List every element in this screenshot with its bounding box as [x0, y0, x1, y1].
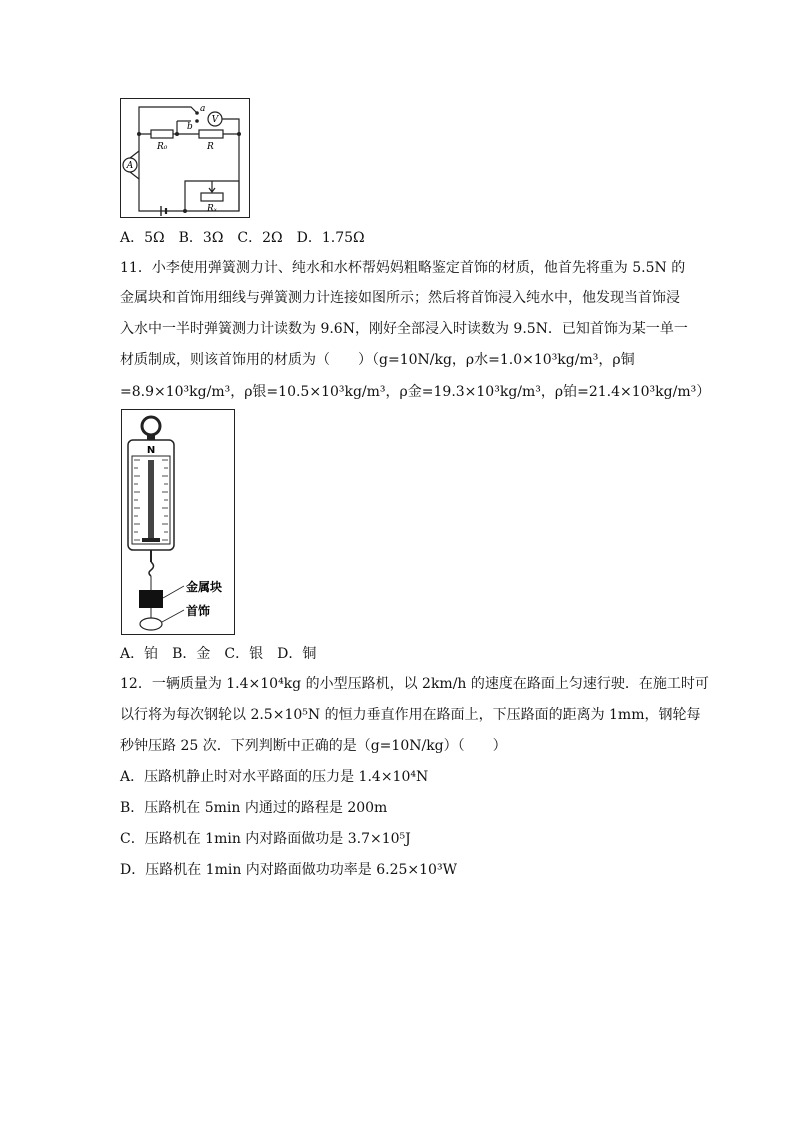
q11-line-4: 材质制成，则该首饰用的材质为（ ）（g=10N/kg，ρ水=1.0×10³kg/m³，ρ铜 [120, 352, 635, 368]
q12-option-d: D．压路机在 1min 内对路面做功功率是 6.25×10³W [120, 862, 457, 878]
q12-option-b: B．压路机在 5min 内通过的路程是 200m [120, 800, 388, 816]
voltmeter-label: V [211, 115, 219, 125]
metal-block-label: 金属块 [186, 580, 223, 594]
ammeter-label: A [126, 161, 134, 171]
switch-b-label: b [187, 122, 193, 132]
spring-scale-figure [121, 409, 235, 635]
ornament-shape [140, 618, 162, 630]
q12-line-3: 秒钟压路 25 次．下列判断中正确的是（g=10N/kg）（ ） [120, 738, 507, 754]
q11-line-1: 11．小李使用弹簧测力计、纯水和水杯帮妈妈粗略鉴定首饰的材质，他首先将重为 5.5N 的 [120, 260, 686, 276]
q11-line-3: 入水中一半时弹簧测力计读数为 9.6N，刚好全部浸入时读数为 9.5N．已知首饰为某一单一 [120, 321, 688, 337]
q12-line-2: 以行将为每次钢轮以 2.5×10⁵N 的恒力垂直作用在路面上，下压路面的距离为 1mm，钢轮每 [120, 707, 701, 723]
circuit-diagram [121, 99, 249, 217]
rx-label: Rₓ [207, 204, 217, 214]
scale-unit-label: N [146, 445, 156, 456]
r-label: R [207, 142, 214, 152]
scale-ring [142, 417, 160, 435]
r0-label: R₀ [157, 142, 168, 152]
ornament-label: 首饰 [186, 604, 211, 618]
metal-block [139, 590, 163, 608]
spring-column [148, 460, 154, 540]
spring-scale-diagram [122, 410, 234, 634]
q11-line-5: =8.9×10³kg/m³，ρ银=10.5×10³kg/m³，ρ金=19.3×10³kg/m³，ρ铂=21.4×10³kg/m³） [120, 384, 711, 400]
q12-option-a: A．压路机静止时对水平路面的压力是 1.4×10⁴N [120, 769, 429, 785]
q12-option-c: C．压路机在 1min 内对路面做功是 3.7×10⁵J [120, 831, 411, 847]
q12-line-1: 12．一辆质量为 1.4×10⁴kg 的小型压路机，以 2km/h 的速度在路面上匀速行驶．在施工时可 [120, 676, 709, 692]
q11-options: A．铂 B．金 C．银 D．铜 [120, 646, 317, 662]
q10-options: A．5Ω B．3Ω C．2Ω D．1.75Ω [120, 230, 365, 246]
q11-line-2: 金属块和首饰用细线与弹簧测力计连接如图所示；然后将首饰浸入纯水中，他发现当首饰浸 [120, 290, 680, 306]
switch-a-label: a [200, 104, 206, 114]
circuit-figure [120, 98, 250, 218]
